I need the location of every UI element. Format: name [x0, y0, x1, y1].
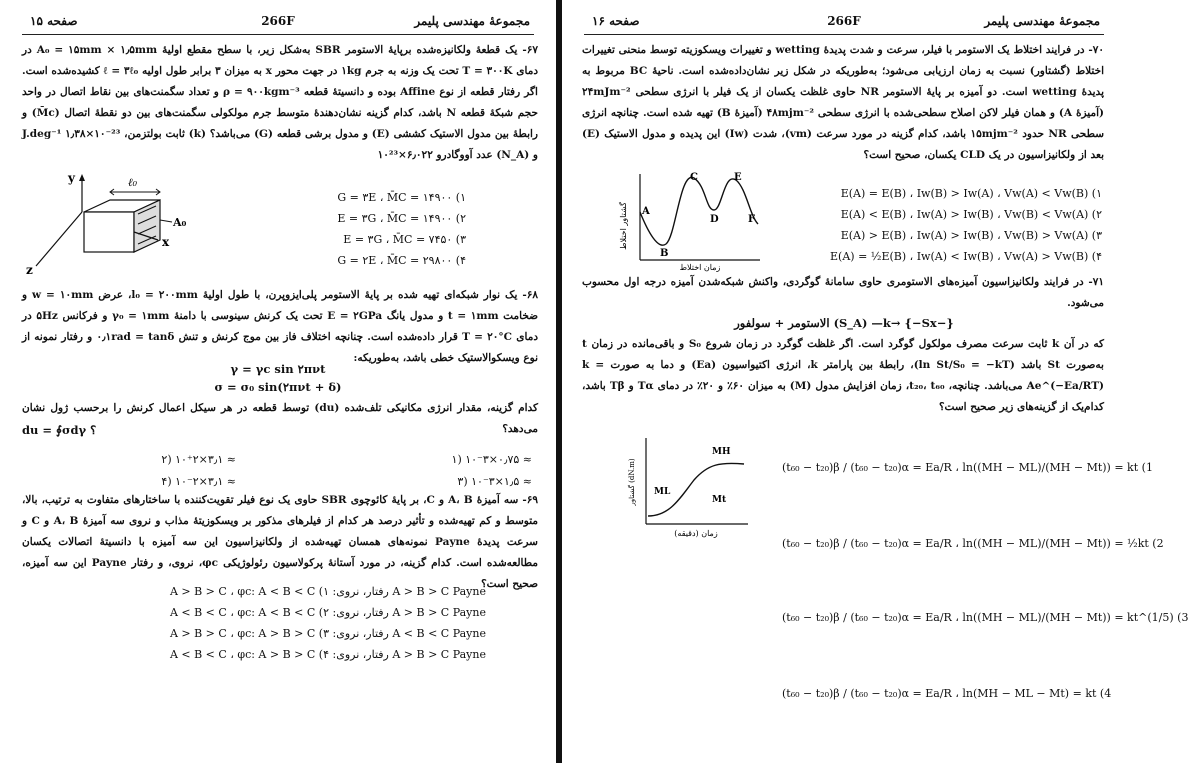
q68-option-4[interactable]: ≈ ۳٫۱×۱۰⁻۲ (۴ — [161, 475, 236, 488]
point-d: D — [710, 214, 719, 225]
q67-option-2[interactable]: E = ۳G ، M̄C = ۱۴۹۰۰ (۲ — [337, 212, 466, 225]
page-header — [584, 14, 1104, 35]
q68-text-2: کدام گزینه، مقدار انرژی مکانیکی تلف‌شده (du) توسط قطعه در هر سیکل اعمال کرنش را برحسب ژول نشان می‌دهد؟ — [22, 402, 538, 435]
q71-option-2-number: 2 — [1156, 537, 1164, 550]
q68-formula-stress: σ = σ₀ sin(۲πνt + δ) — [214, 380, 342, 394]
question-70-text: ۷۰- در فرایند اختلاط یک الاستومر با فیلر، سرعت و شدت پدیدهٔ wetting و تغییرات ویسکوزیته توسط منحنی تغییرات اختلاط (گشتاور) نسبت به زمان ارزیابی می‌شود؛ به‌طوریکه در شکل زیر نشان‌داده‌شده است. ناحیهٔ BC مربوط به پدیدهٔ wetting است. دو آمیزه بر پایهٔ الاستومر NR حاوی غلظت یکسان از یک فیلر با انرژی سطحی ۲۴mJm⁻² (آمیزهٔ A) و همان فیلر لاکن اصلاح سطحی‌شده با انرژی سطحی ۴۸mjm⁻² (آمیزهٔ B) تهیه شده است. چنانچه انرژی سطحی NR حدود ۱۵mjm⁻² باشد، کدام گزینه در مورد سرعت (vm)، شدت (Iw) این پدیده و مدول الاستیک (E) بعد از ولکانیزاسیون در یک CLD یکسان، صحیح است؟ — [582, 44, 1105, 161]
q71-option-3-frac-bot: (t₆₀ − t₂₀)α — [850, 611, 910, 624]
q71-option-4-frac-bot: (t₆₀ − t₂₀)α — [850, 687, 910, 700]
question-67-text: ۶۷- یک قطعهٔ ولکانیزه‌شده برپایهٔ الاستومر SBR به‌شکل زیر، با سطح مقطع اولیهٔ A₀ = ۱۵mm × ۱٫۵mm در دمای T = ۳۰۰K تحت یک وزنه به جرم ۱kg در جهت محور x به میزان ۳ برابر طول اولیه ℓ = ۳ℓ₀ کشیده‌شده است. اگر رفتار قطعه از نوع Affine بوده و دانسیتهٔ قطعه ρ = ۹۰۰kgm⁻³ و تعداد سگمنت‌های بین نقاط اتصال در واحد حجم شبکهٔ قطعه N باشد، کدام گزینه نشان‌دهندهٔ متوسط جرم مولکولی سگمنت‌های بین دو نقطهٔ اتصال (M̄c) و رابطهٔ بین مدول الاستیک کششی (E) و مدول برشی قطعه (G) می‌باشد؟ (k) ثابت بولتزمن، J.deg⁻¹ ۱٫۳۸×۱۰⁻²³ و (N_A) عدد آووگادرو ۶٫۰۲۲×۱۰²³ — [22, 44, 539, 161]
page-number: صفحه ۱۵ — [30, 14, 78, 28]
q71-option-4-number: 4 — [1104, 687, 1112, 700]
q67-option-1[interactable]: G = ۳E ، M̄C = ۱۴۹۰۰ (۱ — [337, 191, 466, 204]
question-69-text: ۶۹- سه آمیزهٔ A، B و C، بر پایهٔ کائوچوی SBR حاوی یک نوع فیلر تقویت‌کننده با ساختارهای متفاوت به ترتیب، بالا، متوسط و کم تهیه‌شده و تأثیر درصد هر کدام از فیلرهای مذکور بر ویسکوزیتهٔ مذاب و نروی سه آمیزهٔ A، B و C و سرعت پدیدهٔ Payne نمونه‌های همسان تهیه‌شده از ولکانیزاسیون این سه آمیزه با دانسیتهٔ اتصالات یکسان مطالعه‌شده است. کدام گزینه، در مورد آستانهٔ پرکولاسیون رئولوژیکی φc، نروی، و رفتار Payne این سه آمیزه، صحیح است؟ — [22, 494, 539, 590]
q70-mixing-torque-graph — [614, 170, 764, 270]
exam-code: 266F — [261, 14, 295, 28]
book-title: مجموعهٔ مهندسی پلیمر — [984, 14, 1100, 28]
question-71-text: ۷۱- در فرایند ولکانیزاسیون آمیزه‌های الاستومری حاوی سامانهٔ گوگردی، واکنش شبکه‌شدن آمیزه درجه اول محسوب می‌شود. — [582, 276, 1104, 309]
point-c: C — [690, 172, 698, 183]
graph-y-label: گشتاور (dN.m) — [628, 458, 636, 506]
graph-y-label: گشتاور اختلاط — [619, 202, 628, 250]
q67-specimen-figure — [22, 170, 192, 278]
q71-option-4-eq: ln(MH − ML − Mt) = kt — [962, 687, 1097, 700]
q71-option-1-ratio: Ea/R — [925, 461, 952, 474]
point-a: A — [642, 206, 650, 217]
mt-label: Mt — [712, 495, 727, 505]
q71-option-2-ratio: Ea/R — [925, 537, 952, 550]
fig-y-label: y — [68, 171, 75, 185]
point-f: F — [748, 214, 756, 225]
q71-option-1-number: 1 — [1145, 461, 1153, 474]
q69-option-1[interactable]: A > B > C Payne رفتار، نروی: A > B > C ، φc: A < B < C (۱ — [169, 585, 486, 598]
page-number: صفحه ۱۶ — [592, 14, 640, 28]
point-e: E — [734, 172, 742, 183]
q71-option-3-ratio: Ea/R — [925, 611, 952, 624]
q67-option-3[interactable]: E = ۳G ، M̄C = ۷۴۵۰ (۳ — [343, 233, 466, 246]
q71-option-4-frac-top: (t₆₀ − t₂₀)β — [782, 687, 840, 700]
q69-option-2[interactable]: A > B > C Payne رفتار، نروی: A < B < C ، φc: A < B < C (۲ — [169, 606, 486, 619]
q70-option-1[interactable]: E(A) = E(B) ، Iw(B) > Iw(A) ، Vw(A) < Vw(B) (۱ — [840, 187, 1102, 200]
q71-option-3-eq: ln((MH − ML)/(MH − Mt)) = kt^(1/5) — [962, 611, 1174, 624]
q69-option-4[interactable]: A > B > C Payne رفتار، نروی: A < B < C ، φc: A > B > C (۴ — [169, 648, 486, 661]
q71-cure-curve-graph — [624, 434, 752, 542]
book-title: مجموعهٔ مهندسی پلیمر — [414, 14, 530, 28]
q70-option-4[interactable]: E(A) = ½E(B) ، Iw(A) < Iw(B) ، Vw(A) > Vw(B) (۴ — [830, 250, 1102, 263]
q71-option-4[interactable]: (t₆₀ − t₂₀)β / (t₆₀ − t₂₀)α = Ea/R ، ln(MH − ML − Mt) = kt (4 — [782, 687, 1112, 700]
graph-x-label: زمان اختلاط — [679, 263, 721, 272]
q71-option-1-frac-top: (t₆₀ − t₂₀)β — [782, 461, 840, 474]
q71-option-4-ratio: Ea/R — [925, 687, 952, 700]
fig-z-label: z — [26, 263, 33, 277]
q69-option-3[interactable]: A < B < C Payne رفتار، نروی: A > B > C ، φc: A > B > C (۳ — [169, 627, 486, 640]
graph-x-label: زمان (دقیقه) — [674, 529, 718, 538]
q68-option-2[interactable]: ≈ ۳٫۱×۱۰⁺۲ (۲ — [161, 453, 236, 466]
point-b: B — [660, 248, 669, 259]
q67-option-4[interactable]: G = ۲E ، M̄C = ۲۹۸۰۰ (۴ — [337, 254, 466, 267]
q71-reaction: الاستومر + سولفور (S_A) —k→ {−Sx−} — [734, 316, 954, 330]
q71-text-2: که در آن k ثابت سرعت مصرف مولکول گوگرد است. اگر غلظت گوگرد در زمان شروع S₀ و باقی‌مانده در زمان t به‌صورت St باشد (ln St/S₀ = −kT)، رابطهٔ بین پارامتر k، انرژی اکتیواسیون (Ea) و دما به صورت k = Ae^(−Ea/RT) می‌باشد. چنانچه، t₂₀، t₆₀، زمان افزایش مدول (M) به میزان ۶۰٪ و ۲۰٪ در دمای Tα و Tβ باشد، کدام‌یک از گزینه‌های زیر صحیح است؟ — [582, 338, 1104, 413]
question-68-text: ۶۸- یک نوار شبکه‌ای تهیه شده بر پایهٔ الاستومر پلی‌ایزوپرن، با طول اولیهٔ l₀ = ۲۰۰mm، عرض w = ۱۰mm و ضخامت t = ۱mm و مدول یانگ E = ۲GPa تحت یک کرنش سینوسی با دامنهٔ γ₀ = ۱mm و فرکانس ۵Hz در دمای T = ۲۰°C قرار داده‌شده است. چنانچه اختلاف فاز بین موج کرنش و تنش ۰٫۱rad = tanδ و رفتار نمونه از نوع ویسکوالاستیک خطی باشد، به‌طوریکه: — [22, 289, 539, 364]
exam-code: 266F — [827, 14, 861, 28]
q71-option-2[interactable]: (t₆₀ − t₂₀)β / (t₆₀ − t₂₀)α = Ea/R ، ln((MH − ML)/(MH − Mt)) = ½kt (2 — [782, 537, 1164, 550]
q71-option-3-number: 3 — [1181, 611, 1188, 624]
fig-x-label: x — [162, 235, 170, 249]
fig-l0-label: ℓ₀ — [128, 176, 137, 189]
page-header — [22, 14, 534, 35]
q71-option-2-frac-bot: (t₆₀ − t₂₀)α — [850, 537, 910, 550]
q68-option-1[interactable]: ≈ ۰٫۷۵×۱۰⁻۳ (۱ — [451, 453, 532, 466]
fig-a0-label: A₀ — [173, 216, 187, 229]
q70-option-2[interactable]: E(A) < E(B) ، Iw(A) > Iw(B) ، Vw(B) < Vw(A) (۲ — [840, 208, 1102, 221]
q71-option-3[interactable]: (t₆₀ − t₂₀)β / (t₆₀ − t₂₀)α = Ea/R ، ln((MH − ML)/(MH − Mt)) = kt^(1/5) (3 — [782, 611, 1188, 624]
mh-label: MH — [712, 447, 731, 457]
ml-label: ML — [654, 487, 671, 497]
q71-option-2-frac-top: (t₆₀ − t₂₀)β — [782, 537, 840, 550]
left-page — [0, 0, 556, 763]
q70-option-3[interactable]: E(A) > E(B) ، Iw(A) > Iw(B) ، Vw(B) > Vw(A) (۳ — [840, 229, 1102, 242]
q68-option-3[interactable]: ≈ ۱٫۵×۱۰⁻۳ (۳ — [457, 475, 532, 488]
q71-option-1[interactable]: (t₆₀ − t₂₀)β / (t₆₀ − t₂₀)α = Ea/R ، ln((MH − ML)/(MH − Mt)) = kt (1 — [782, 461, 1153, 474]
q68-formula-strain: γ = γc sin ۲πνt — [230, 362, 326, 376]
q71-option-2-eq: ln((MH − ML)/(MH − Mt)) = ½kt — [962, 537, 1149, 550]
q71-option-1-frac-bot: (t₆₀ − t₂₀)α — [850, 461, 910, 474]
right-page — [562, 0, 1188, 763]
q68-formula-energy: du = ∮σdγ ؟ — [22, 423, 97, 437]
q71-option-3-frac-top: (t₆₀ − t₂₀)β — [782, 611, 840, 624]
q71-option-1-eq: ln((MH − ML)/(MH − Mt)) = kt — [962, 461, 1139, 474]
